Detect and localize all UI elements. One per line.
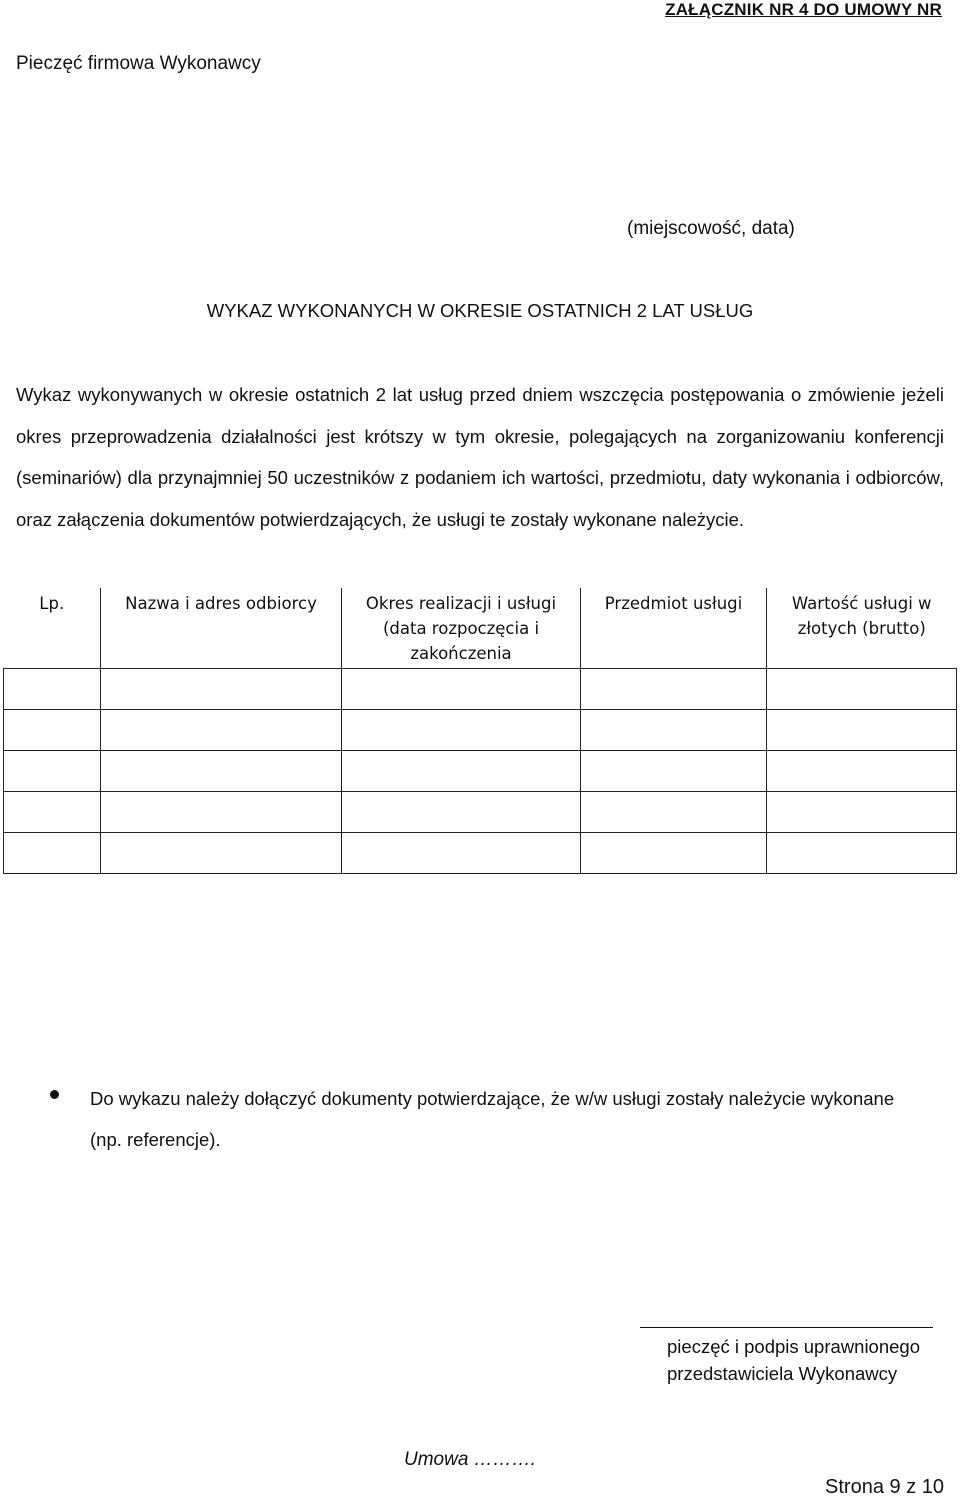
document-title: WYKAZ WYKONANYCH W OKRESIE OSTATNICH 2 LAT USŁUG: [206, 300, 754, 321]
column-header-lp: Lp.: [4, 588, 101, 669]
table-cell[interactable]: [101, 669, 342, 710]
table-cell[interactable]: [342, 751, 581, 792]
services-table: [3, 588, 957, 874]
bullet-icon: [50, 1090, 59, 1099]
page-number: Strona 9 z 10: [825, 1476, 944, 1498]
table-cell[interactable]: [581, 751, 767, 792]
table-cell[interactable]: [342, 669, 581, 710]
table-cell[interactable]: [101, 792, 342, 833]
intro-paragraph: Wykaz wykonywanych w okresie ostatnich 2 lat usług przed dniem wszczęcia postępowania o zmówienie jeżeli okres przeprowadzenia działalności jest krótszy w tym okresie, polegających na zorganizowaniu konferencji (seminariów) dla przynajmniej 50 uczestników z podaniem ich wartości, przedmiotu, daty wykonania i odbiorców, oraz załączenia dokumentów potwierdzających, że usługi te zostały wykonane należycie.: [16, 384, 944, 530]
table-cell[interactable]: [581, 710, 767, 751]
table-row: [4, 833, 957, 874]
column-header-value: Wartość usługi w złotych (brutto): [767, 588, 957, 669]
table-cell[interactable]: [101, 833, 342, 874]
note-text: Do wykazu należy dołączyć dokumenty potwierdzające, że w/w usługi zostały należycie wykonane (np. referencje).: [90, 1088, 895, 1150]
table-cell[interactable]: [4, 833, 101, 874]
table-cell[interactable]: [342, 710, 581, 751]
column-header-period: Okres realizacji i usługi (data rozpoczęcia i zakończenia: [342, 588, 581, 669]
table-cell[interactable]: [101, 751, 342, 792]
table-cell[interactable]: [767, 710, 957, 751]
table-cell[interactable]: [101, 710, 342, 751]
footer-contract: Umowa ……….: [404, 1449, 536, 1470]
table-header-row: [4, 588, 957, 669]
place-date-label: (miejscowość, data): [627, 218, 795, 239]
table-cell[interactable]: [767, 792, 957, 833]
table-cell[interactable]: [4, 710, 101, 751]
annex-header: ZAŁĄCZNIK NR 4 DO UMOWY NR: [665, 0, 942, 19]
table-row: [4, 669, 957, 710]
table-cell[interactable]: [581, 833, 767, 874]
column-header-subject: Przedmiot usługi: [581, 588, 767, 669]
signature-caption: pieczęć i podpis uprawnionego przedstawiciela Wykonawcy: [667, 1336, 921, 1384]
table-cell[interactable]: [4, 669, 101, 710]
table-row: [4, 792, 957, 833]
table-cell[interactable]: [4, 751, 101, 792]
table-cell[interactable]: [767, 751, 957, 792]
table-cell[interactable]: [4, 792, 101, 833]
signature-line: [640, 1327, 933, 1328]
table-cell[interactable]: [342, 833, 581, 874]
table-cell[interactable]: [581, 792, 767, 833]
table-cell[interactable]: [767, 833, 957, 874]
table-cell[interactable]: [767, 669, 957, 710]
column-header-recipient: Nazwa i adres odbiorcy: [101, 588, 342, 669]
table-row: [4, 710, 957, 751]
table-cell[interactable]: [342, 792, 581, 833]
table-cell[interactable]: [581, 669, 767, 710]
table-row: [4, 751, 957, 792]
company-stamp-label: Pieczęć firmowa Wykonawcy: [16, 53, 261, 74]
